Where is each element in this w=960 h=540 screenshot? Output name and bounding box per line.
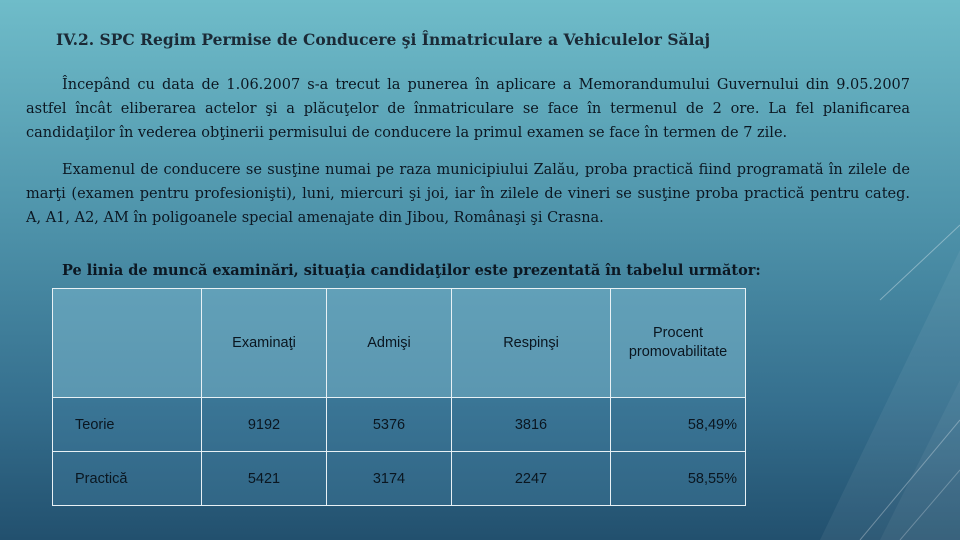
header-cell-empty	[53, 289, 202, 398]
cell-examinati: 5421	[202, 452, 327, 506]
header-examinati-label: Examinaţi	[232, 334, 296, 351]
paragraph-exam: Examenul de conducere se susţine numai pe raza municipiului Zalău, proba practică fiind programată în zilele de marţi (examen pentru profesionişti), luni, miercuri şi joi, iar în zilele de vineri se susţine proba practică pentru categ. A, A1, A2, AM în poligoanele special amenajate din Jibou, Românaşi şi Crasna.	[26, 162, 910, 226]
header-respinsi-label: Respinşi	[503, 334, 559, 351]
table-row-practica	[53, 452, 746, 506]
table-row-teorie	[53, 398, 746, 452]
header-procent-label: Procent promovabilitate	[628, 325, 728, 360]
cell-procent: 58,55%	[611, 452, 746, 506]
cell-procent: 58,49%	[611, 398, 746, 452]
page-title: IV.2. SPC Regim Permise de Conducere şi Înmatriculare a Vehiculelor Sălaj	[56, 30, 711, 49]
paragraph-memorandum: Începând cu data de 1.06.2007 s-a trecut la punerea în aplicare a Memorandumului Guvernului din 9.05.2007 astfel încât eliberarea actelor şi a plăcuţelor de înmatriculare se face în termenul de 2 ore. La fel planificarea candidaţilor în vederea obţinerii permisului de conducere la primul examen se face în termen de 7 zile.	[26, 77, 910, 141]
header-examinati	[202, 289, 327, 398]
cell-respinsi: 2247	[452, 452, 611, 506]
table-intro: Pe linia de muncă examinări, situaţia candidaţilor este prezentată în tabelul următor:	[62, 262, 761, 279]
header-admisi	[327, 289, 452, 398]
table-header-row	[53, 289, 746, 398]
results-table	[52, 288, 746, 506]
header-admisi-label: Admişi	[367, 334, 411, 351]
header-respinsi	[452, 289, 611, 398]
row-label: Teorie	[53, 398, 202, 452]
row-label: Practică	[53, 452, 202, 506]
cell-admisi: 3174	[327, 452, 452, 506]
header-procent	[611, 289, 746, 398]
cell-respinsi: 3816	[452, 398, 611, 452]
cell-examinati: 9192	[202, 398, 327, 452]
cell-admisi: 5376	[327, 398, 452, 452]
